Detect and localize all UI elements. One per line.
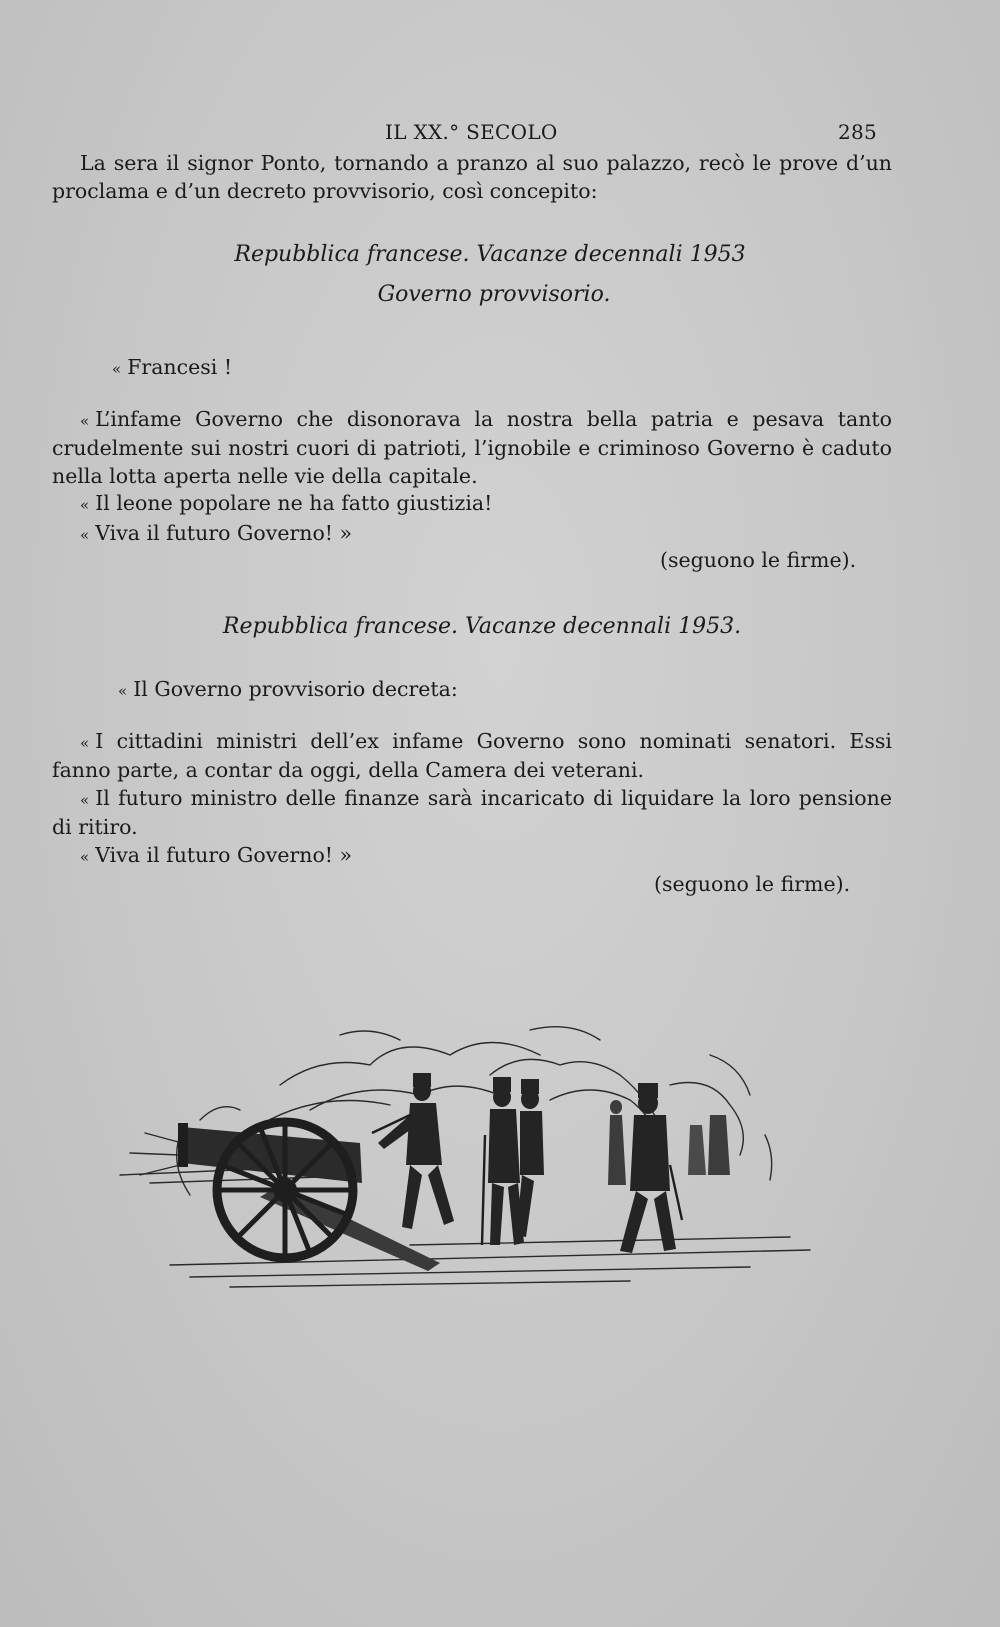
running-head [0, 120, 1000, 150]
cannon-soldiers-illustration [110, 1015, 830, 1315]
proclama-heading-1: Repubblica francese. Vacanze decennali 1953 [234, 242, 746, 267]
proclama-salutation [112, 354, 892, 384]
page-number: 285 [838, 120, 878, 144]
proclama-body [52, 354, 892, 549]
intro-paragraph [52, 150, 892, 205]
soldiers [378, 1073, 730, 1253]
decreto-para-1-text: I cittadini ministri dell’ex infame Governo sono nominati senatori. Essi fanno parte, a contar da oggi, della Camera dei veterani. [52, 728, 892, 782]
quote-open-mark: « [80, 790, 90, 809]
proclama-para-2 [52, 490, 892, 520]
quote-open-mark: « [80, 411, 90, 430]
salutation-text: Francesi ! [127, 355, 233, 379]
quote-open-mark: « [80, 733, 90, 752]
decreto-para-1 [52, 728, 892, 785]
running-head-title: IL XX.° SECOLO [385, 120, 558, 144]
decreto-para-3-text: Viva il futuro Governo! » [95, 842, 353, 867]
proclama-para-3 [52, 520, 892, 550]
decreto-opening [118, 676, 892, 706]
decreto-opening-text: Il Governo provvisorio decreta: [133, 677, 458, 701]
intro-text: La sera il signor Ponto, tornando a pranzo al suo palazzo, recò le prove d’un proclama e d’un decreto provvisorio, così concepito: [52, 151, 892, 203]
proclama-para-1-text: L’infame Governo che disonorava la nostra bella patria e pesava tanto crudelmente sui nostri cuori di patrioti, l’ignobile e criminoso Governo è caduto nella lotta aperta nelle vie della capitale. [52, 406, 892, 488]
decreto-signatures: (seguono le firme). [654, 872, 851, 896]
decreto-para-2-text: Il futuro ministro delle finanze sarà incaricato di liquidare la loro pensione di ritiro. [52, 785, 892, 839]
decreto-heading: Repubblica francese. Vacanze decennali 1953. [222, 614, 742, 639]
proclama-heading-2: Governo provvisorio. [377, 282, 611, 307]
proclama-para-3-text: Viva il futuro Governo! » [95, 520, 353, 545]
decreto-para-2 [52, 785, 892, 842]
quote-open-mark: « [80, 847, 90, 866]
quote-open-mark: « [118, 682, 128, 700]
proclama-para-2-text: Il leone popolare ne ha fatto giustizia! [95, 491, 493, 515]
proclama-signatures: (seguono le firme). [660, 548, 857, 572]
decreto-para-3 [52, 842, 892, 872]
quote-open-mark: « [80, 525, 90, 544]
decreto-body [52, 676, 892, 871]
quote-open-mark: « [80, 496, 90, 514]
cannon-wheel [217, 1122, 353, 1258]
proclama-para-1 [52, 406, 892, 491]
quote-open-mark: « [112, 360, 122, 378]
